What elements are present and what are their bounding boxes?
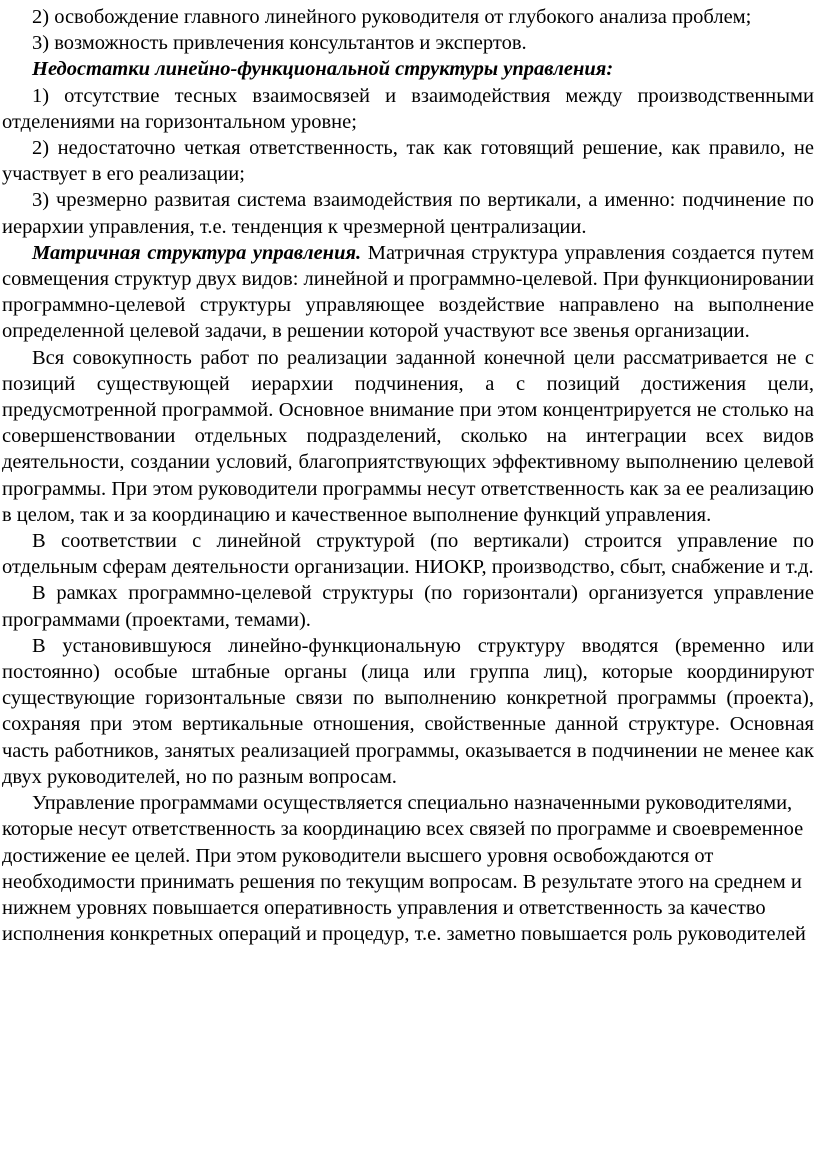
- paragraph-body: Матричная структура управления создается путем совмещения структур двух видов: линейной и программно-целевой. При функционировании программно-целевой структуры управляющее воздействие направлено на выполнение определенной целевой задачи, в решении которой участвуют все звенья организации.: [2, 241, 814, 343]
- paragraph: 1) отсутствие тесных взаимосвязей и взаимодействия между производственными отделениями на горизонтальном уровне;: [2, 84, 814, 133]
- paragraph: В установившуюся линейно-функциональную структуру вводятся (временно или постоянно) особые штабные органы (лица или группа лиц), которые координируют существующие горизонтальные связи по выполнению конкретной программы (проекта), сохраняя при этом вертикальные отношения, свойственные данной структуре. Основная часть работников, занятых реализацией программы, оказывается в подчинении не менее как двух руководителей, но по разным вопросам.: [2, 634, 814, 788]
- paragraph: Управление программами осуществляется специально назначенными руководителями, которые несут ответственность за координацию всех связей по программе и своевременное достижение ее целей. При этом руководители высшего уровня освобождаются от необходимости принимать решения по текущим вопросам. В результате этого на среднем и нижнем уровнях повышается оперативность управления и ответственность за качество исполнения конкретных операций и процедур, т.е. заметно повышается роль руководителей: [2, 792, 806, 946]
- paragraph: Вся совокупность работ по реализации заданной конечной цели рассматривается не с позиций существующей иерархии подчинения, а с позиций достижения цели, предусмотренной программой. Основное внимание при этом концентрируется не столько на совершенствовании отдельных подразделений, сколько на интеграции всех видов деятельности, создании условий, благоприятствующих эффективному выполнению целевой программы. При этом руководители программы несут ответственность как за ее реализацию в целом, так и за координацию и качественное выполнение функций управления.: [2, 346, 814, 526]
- paragraph: 2) освобождение главного линейного руководителя от глубокого анализа проблем;: [32, 6, 752, 28]
- paragraph: 3) возможность привлечения консультантов и экспертов.: [32, 32, 527, 55]
- paragraph: [2, 240, 814, 345]
- paragraph: 2) недостаточно четкая ответственность, так как готовящий решение, как правило, не участвует в его реализации;: [2, 137, 814, 186]
- heading-text: Недостатки линейно-функциональной структуры управления:: [32, 58, 614, 81]
- section-heading: [2, 56, 814, 82]
- paragraph: В соответствии с линейной структурой (по вертикали) строится управление по отдельным сферам деятельности организации. НИОКР, производство, сбыт, снабжение и т.д.: [2, 530, 814, 579]
- heading-text: Матричная структура управления.: [32, 241, 362, 264]
- paragraph: 3) чрезмерно развитая система взаимодействия по вертикали, а именно: подчинение по иерархии управления, т.е. тенденция к чрезмерной централизации.: [2, 189, 814, 238]
- paragraph: В рамках программно-целевой структуры (по горизонтали) организуется управление программами (проектами, темами).: [2, 582, 814, 631]
